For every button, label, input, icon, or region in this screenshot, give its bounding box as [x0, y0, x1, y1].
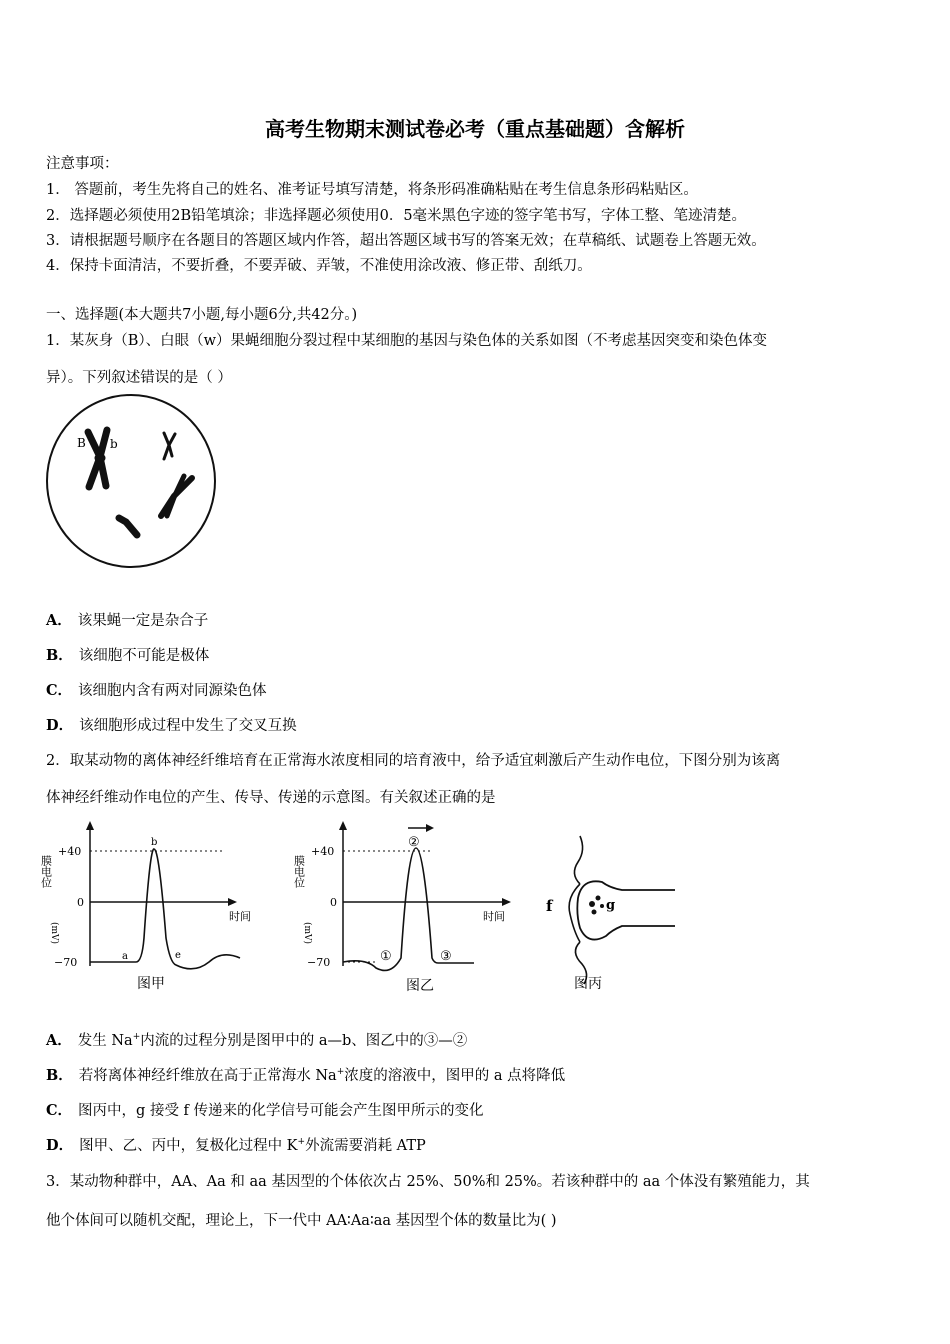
q1-option-a[interactable]: A． 该果蝇一定是杂合子: [46, 612, 209, 629]
q1-cell-figure: [44, 392, 219, 570]
jia-caption: 图甲: [137, 976, 165, 992]
jia-xlabel: 时间: [229, 910, 251, 923]
yi-marker-1: ①: [380, 949, 392, 964]
notice-item-4: 4．保持卡面清洁，不要折叠，不要弄破、弄皱，不准使用涂改液、修正带、刮纸刀。: [46, 258, 592, 274]
notice-item-2: 2．选择题必须使用2B铅笔填涂；非选择题必须使用0．5毫米黑色字迹的签字笔书写，字体工整、笔迹清楚。: [46, 208, 747, 224]
jia-tick-top: +40: [58, 845, 82, 858]
q2-stem-line1: 2．取某动物的离体神经纤维培育在正常海水浓度相同的培育液中，给予适宜刺激后产生动作电位，下图分别为该离: [46, 753, 781, 769]
action-potential-curve-yi: [343, 848, 474, 970]
figure-jia: [39, 818, 254, 996]
q2-stem-line2: 体神经纤维动作电位的产生、传导、传递的示意图。有关叙述正确的是: [46, 790, 496, 806]
yi-ylabel: 膜电位: [292, 855, 306, 888]
section-heading: 一、选择题(本大题共7小题,每小题6分,共42分。): [46, 307, 358, 323]
q1-stem-line1: 1．某灰身（B）、白眼（w）果蝇细胞分裂过程中某细胞的基因与染色体的关系如图（不考虑基因突变和染色体变: [46, 333, 768, 349]
jia-yunit: (mV): [49, 922, 59, 945]
page-title: 高考生物期末测试卷必考（重点基础题）含解析: [265, 117, 685, 141]
notice-item-1: 1． 答题前，考生先将自己的姓名、准考证号填写清楚，将条形码准确粘贴在考生信息条形码粘贴区。: [46, 182, 698, 198]
q1-option-b[interactable]: B． 该细胞不可能是极体: [46, 647, 210, 664]
notice-item-3: 3．请根据题号顺序在各题目的答题区域内作答，超出答题区域书写的答案无效；在草稿纸、试题卷上答题无效。: [46, 233, 766, 249]
jia-tick-mid: 0: [77, 896, 84, 909]
gene-label-B: B: [77, 436, 86, 450]
q2-option-c[interactable]: C． 图丙中，g 接受 f 传递来的化学信号可能会产生图甲所示的变化: [46, 1102, 484, 1119]
yi-marker-2: ②: [408, 835, 420, 850]
yi-tick-bot: −70: [307, 956, 331, 969]
jia-tick-bot: −70: [54, 956, 78, 969]
chromosome-rod: [119, 518, 137, 535]
jia-point-a: a: [122, 951, 128, 962]
yi-yunit: (mV): [302, 922, 312, 945]
jia-point-b: b: [151, 837, 158, 848]
bing-label-f: f: [546, 897, 553, 915]
yi-tick-top: +40: [311, 845, 335, 858]
jia-ylabel: 膜电位: [39, 855, 53, 888]
gene-label-b: b: [110, 437, 118, 451]
q1-stem-line2: 异）。下列叙述错误的是（ ）: [46, 370, 232, 386]
chromosome-x-right: [161, 476, 192, 516]
yi-xlabel: 时间: [483, 910, 505, 923]
q2-option-b[interactable]: B． 若将离体神经纤维放在高于正常海水 Na+浓度的溶液中，图甲的 a 点将降低: [46, 1067, 566, 1084]
postsynaptic-membrane-top: [574, 836, 582, 884]
chromosome-pair-large: [88, 430, 107, 487]
figure-bing: [540, 832, 680, 998]
bing-caption: 图丙: [574, 976, 602, 992]
q2-option-a[interactable]: A． 发生 Na+内流的过程分别是图甲中的 a—b、图乙中的③—②: [46, 1032, 468, 1049]
presynaptic-terminal: [577, 881, 675, 939]
chromosome-small: [164, 433, 175, 459]
yi-caption: 图乙: [406, 978, 434, 994]
q3-stem-line2: 他个体间可以随机交配，理论上，下一代中 AA∶Aa∶aa 基因型个体的数量比为( ): [46, 1213, 557, 1229]
action-potential-curve-jia: [90, 849, 240, 969]
notice-heading: 注意事项：: [46, 156, 119, 172]
q2-option-d[interactable]: D． 图甲、乙、丙中，复极化过程中 K+外流需要消耗 ATP: [46, 1137, 426, 1154]
q3-stem-line1: 3．某动物种群中，AA、Aa 和 aa 基因型的个体依次占 25%、50%和 25%。若该种群中的 aa 个体没有繁殖能力，其: [46, 1174, 810, 1190]
q1-option-c[interactable]: C． 该细胞内含有两对同源染色体: [46, 682, 267, 699]
bing-label-g: g: [606, 898, 616, 913]
figure-yi: [292, 818, 521, 998]
q1-option-d[interactable]: D． 该细胞形成过程中发生了交叉互换: [46, 717, 297, 734]
jia-point-e: e: [175, 950, 181, 961]
yi-tick-mid: 0: [330, 896, 337, 909]
yi-marker-3: ③: [440, 949, 452, 964]
